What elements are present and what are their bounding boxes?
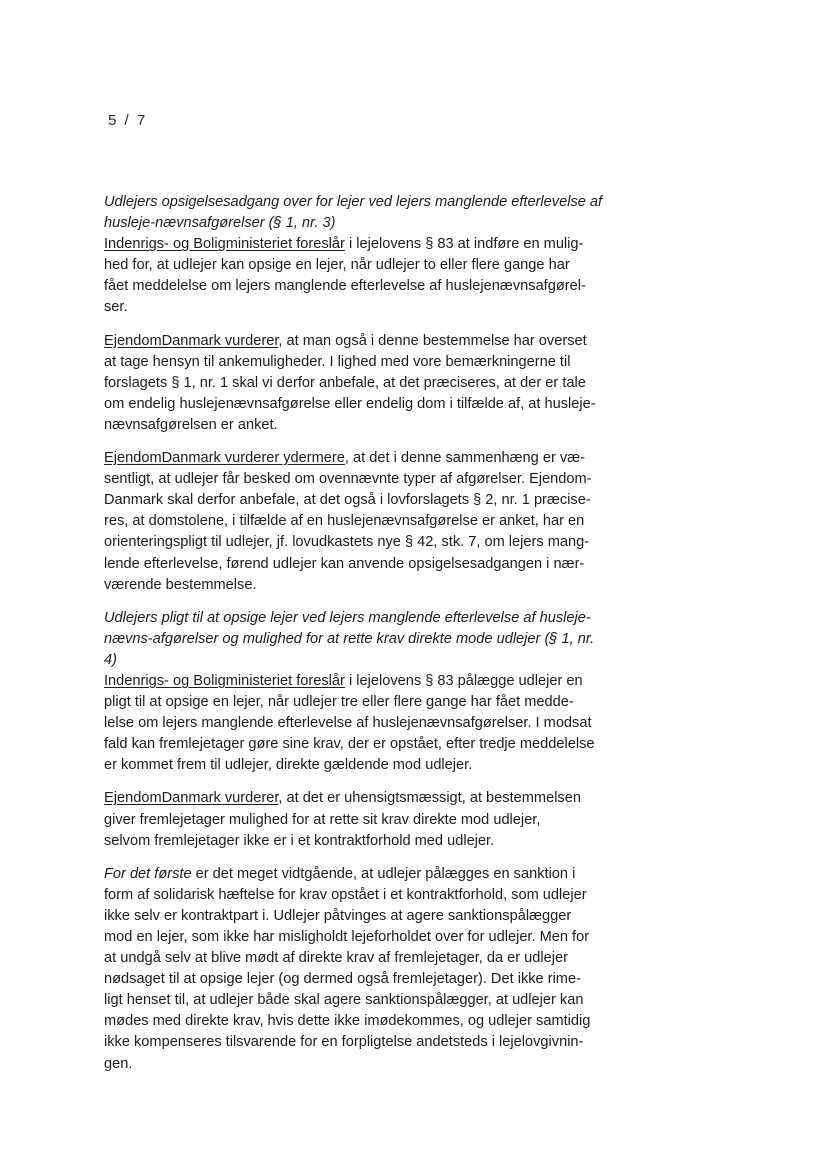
text-line: fået meddelelse om lejers manglende efterlevelse af huslejenævnsafgørel- xyxy=(104,278,586,295)
text-line xyxy=(104,448,670,469)
text-line: gen. xyxy=(104,1055,133,1072)
underlined-lead: EjendomDanmark vurderer xyxy=(104,332,279,349)
text-line xyxy=(104,671,670,692)
text-line: selvom fremlejetager ikke er i et kontraktforhold med udlejer. xyxy=(104,832,495,849)
text-line: lende efterlevelse, førend udlejer kan anvende opsigelsesadgangen i nær- xyxy=(104,555,585,572)
heading-line: husleje-nævnsafgørelser (§ 1, nr. 3) xyxy=(104,215,336,232)
text-line: lelse om lejers manglende efterlevelse af huslejenævnsafgørelser. I modsat xyxy=(104,715,592,732)
underlined-lead: Indenrigs- og Boligministeriet foreslår xyxy=(104,236,345,253)
text-line: værende bestemmelse. xyxy=(104,576,257,593)
underlined-lead: EjendomDanmark vurderer ydermere xyxy=(104,450,345,467)
text-line: at undgå selv at blive mødt af direkte krav af fremlejetager, da er udlejer xyxy=(104,950,568,967)
page-number: 5 / 7 xyxy=(108,112,148,129)
text-segment: er det meget vidtgående, at udlejer pålægges en sanktion i xyxy=(191,865,576,882)
text-line xyxy=(104,234,670,255)
text-segment: i lejelovens § 83 pålægge udlejer en xyxy=(344,672,583,689)
text-line: om endelig huslejenævnsafgørelse eller endelig dom i tilfælde af, at husleje- xyxy=(104,395,596,412)
paragraph-assessment-2 xyxy=(104,448,670,596)
heading-line: nævns-afgørelser og mulighed for at rette krav direkte mode udlejer (§ 1, nr. xyxy=(104,630,595,647)
text-line xyxy=(104,788,670,809)
text-line: nødsaget til at opsige lejer (og dermed også fremlejetager). Det ikke rime- xyxy=(104,971,581,988)
text-line xyxy=(104,331,670,352)
text-line: ser. xyxy=(104,299,128,316)
heading-line: Udlejers opsigelsesadgang over for lejer ved lejers manglende efterlevelse af xyxy=(104,194,603,210)
text-line xyxy=(104,864,670,885)
text-line: at tage hensyn til ankemuligheder. I lighed med vore bemærkningerne til xyxy=(104,353,571,370)
italic-lead: For det første xyxy=(104,865,192,882)
heading-line: Udlejers pligt til at opsige lejer ved lejers manglende efterlevelse af husleje- xyxy=(104,609,591,626)
text-line: ligt henset til, at udlejer både skal agere sanktionspålægger, at udlejer kan xyxy=(104,992,584,1009)
text-line: mod en lejer, som ikke har misligholdt lejeforholdet over for udlejer. Men for xyxy=(104,929,590,945)
section-heading-termination-duty xyxy=(104,608,670,671)
text-line: forslagets § 1, nr. 1 skal vi derfor anbefale, at det præciseres, at der er tale xyxy=(104,374,586,391)
text-line: sentligt, at udlejer får besked om ovennævnte typer af afgørelser. Ejendom- xyxy=(104,471,592,488)
paragraph-first-argument xyxy=(104,864,670,1075)
text-line: er kommet frem til udlejer, direkte gældende mod udlejer. xyxy=(104,757,473,774)
paragraph-ministry-proposal-1 xyxy=(104,234,670,318)
section-heading-termination-access xyxy=(104,192,670,234)
text-line: pligt til at opsige en lejer, når udlejer tre eller flere gange har fået medde- xyxy=(104,694,574,711)
document-body xyxy=(104,192,670,1087)
text-line: res, at domstolene, i tilfælde af en huslejenævnsafgørelse er anket, har en xyxy=(104,513,585,530)
text-line: giver fremlejetager mulighed for at rette sit krav direkte mod udlejer, xyxy=(104,811,541,828)
text-line: ikke selv er kontraktpart i. Udlejer påtvinges at agere sanktionspålægger xyxy=(104,907,572,924)
text-line: mødes med direkte krav, hvis dette ikke imødekommes, og udlejer samtidig xyxy=(104,1013,591,1030)
text-segment: , at det i denne sammenhæng er væ- xyxy=(344,450,586,467)
text-line: ikke kompenseres tilsvarende for en forpligtelse andetsteds i lejelovgivnin- xyxy=(104,1034,584,1051)
text-segment: , at man også i denne bestemmelse har overset xyxy=(278,332,587,349)
heading-line: 4) xyxy=(104,651,117,668)
text-line: Danmark skal derfor anbefale, at det også i lovforslagets § 2, nr. 1 præcise- xyxy=(104,492,591,509)
underlined-lead: EjendomDanmark vurderer xyxy=(104,790,279,807)
text-line: orienteringspligt til udlejer, jf. lovudkastets nye § 42, stk. 7, om lejers mang- xyxy=(104,534,590,551)
text-line: form af solidarisk hæftelse for krav opstået i et kontraktforhold, som udlejer xyxy=(104,886,587,903)
text-line: nævnsafgørelsen er anket. xyxy=(104,416,278,433)
text-line: fald kan fremlejetager gøre sine krav, der er opstået, efter tredje meddelelse xyxy=(104,736,595,753)
paragraph-assessment-1 xyxy=(104,331,670,436)
underlined-lead: Indenrigs- og Boligministeriet foreslår xyxy=(104,672,345,689)
text-segment: , at det er uhensigtsmæssigt, at bestemmelsen xyxy=(278,790,581,807)
text-segment: i lejelovens § 83 at indføre en mulig- xyxy=(344,236,584,253)
paragraph-assessment-3 xyxy=(104,788,670,851)
paragraph-ministry-proposal-2 xyxy=(104,671,670,776)
text-line: hed for, at udlejer kan opsige en lejer, når udlejer to eller flere gange har xyxy=(104,257,570,274)
